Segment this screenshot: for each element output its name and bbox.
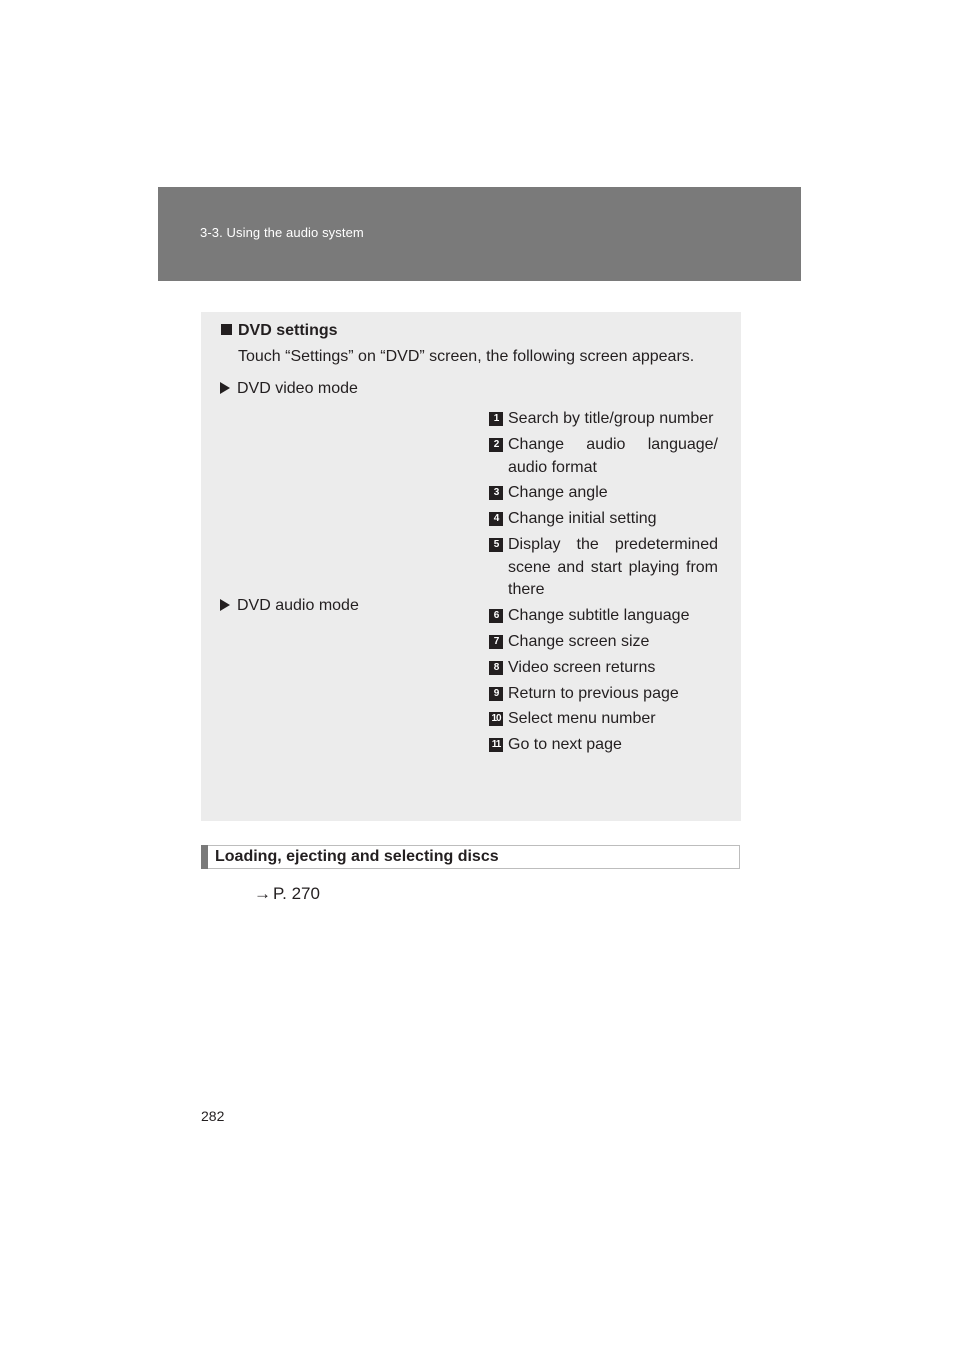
- item-text: Display the predetermined scene and start playing from there: [508, 536, 718, 598]
- item-number-badge: 8: [489, 661, 503, 675]
- page-reference[interactable]: [254, 884, 320, 904]
- settings-item-8: [489, 657, 718, 680]
- item-number-badge: 11: [489, 738, 503, 752]
- mode-label-text: DVD video mode: [237, 380, 358, 397]
- item-number-badge: 9: [489, 687, 503, 701]
- item-text: Change subtitle language: [508, 607, 690, 624]
- item-text: Search by title/group number: [508, 410, 714, 427]
- bar-accent: [201, 845, 208, 869]
- square-bullet-icon: [221, 324, 232, 335]
- page-number: 282: [201, 1108, 225, 1124]
- mode-label-text: DVD audio mode: [237, 597, 359, 614]
- mode-label-audio: [220, 597, 359, 615]
- settings-item-5: [489, 534, 718, 602]
- item-number-badge: 10: [489, 712, 503, 726]
- dvd-settings-heading-text: DVD settings: [238, 322, 338, 339]
- arrow-right-icon: →: [254, 884, 271, 903]
- settings-item-1: [489, 408, 718, 431]
- settings-item-2: [489, 434, 718, 479]
- mode-label-video: [220, 380, 358, 398]
- item-number-badge: 4: [489, 512, 503, 526]
- item-number-badge: 1: [489, 412, 503, 426]
- settings-item-4: [489, 508, 718, 531]
- loading-section-title: Loading, ejecting and selecting discs: [215, 848, 499, 865]
- item-text: Change angle: [508, 484, 608, 501]
- item-text: Select menu number: [508, 710, 656, 727]
- item-number-badge: 5: [489, 538, 503, 552]
- settings-item-3: [489, 482, 718, 505]
- settings-item-6: [489, 605, 718, 628]
- dvd-settings-heading: [221, 322, 338, 340]
- settings-item-7: [489, 631, 718, 654]
- triangle-bullet-icon: [220, 599, 230, 611]
- item-text: Change screen size: [508, 633, 650, 650]
- settings-item-11: [489, 734, 718, 757]
- item-text: Go to next page: [508, 736, 622, 753]
- item-text: Change initial setting: [508, 510, 657, 527]
- settings-item-9: [489, 683, 718, 706]
- page-reference-text: P. 270: [273, 884, 320, 903]
- dvd-settings-intro: Touch “Settings” on “DVD” screen, the following screen appears.: [238, 348, 695, 365]
- item-number-badge: 6: [489, 609, 503, 623]
- loading-section-bar: [201, 845, 740, 869]
- section-header-band: [158, 187, 801, 281]
- item-text: Change audio language/ audio format: [508, 436, 718, 476]
- settings-item-10: [489, 708, 718, 731]
- item-number-badge: 2: [489, 438, 503, 452]
- item-text: Return to previous page: [508, 685, 679, 702]
- item-text: Video screen returns: [508, 659, 656, 676]
- item-number-badge: 3: [489, 486, 503, 500]
- item-number-badge: 7: [489, 635, 503, 649]
- triangle-bullet-icon: [220, 382, 230, 394]
- section-label: 3-3. Using the audio system: [200, 225, 364, 240]
